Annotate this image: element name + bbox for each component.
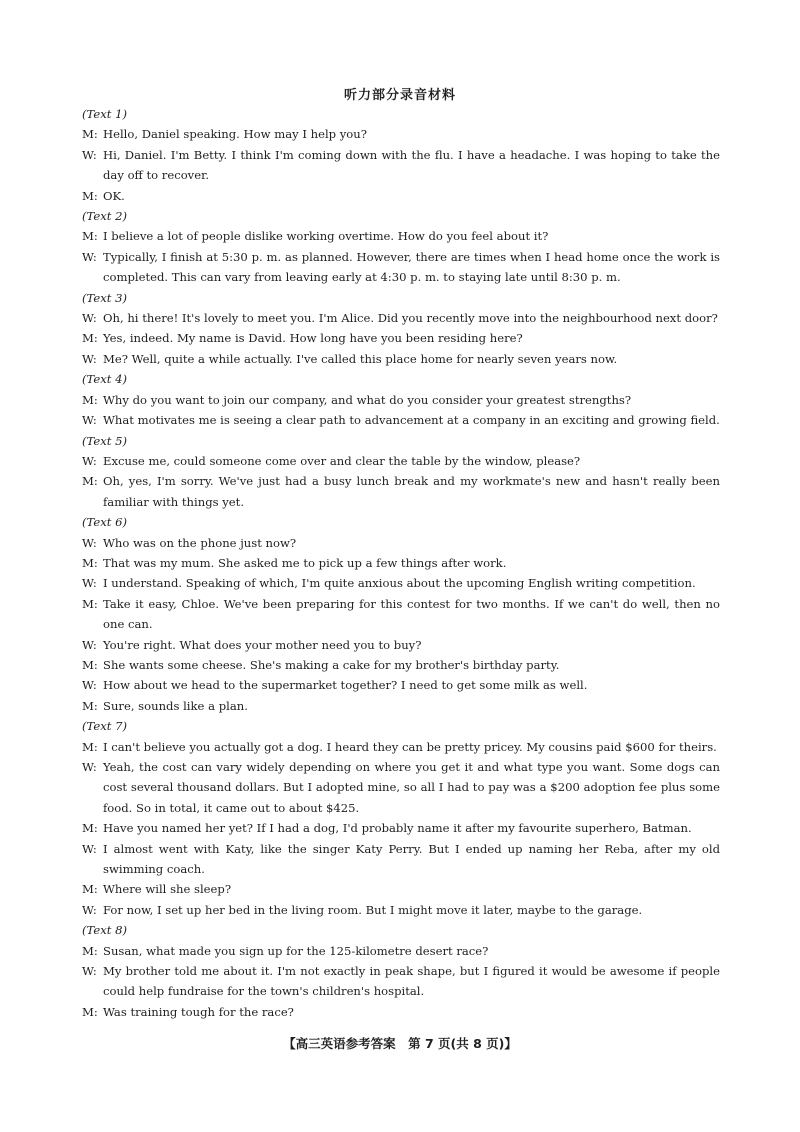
speaker-label: M: xyxy=(82,657,98,672)
dialogue-text: Why do you want to join our company, and what do you consider your greatest strengths? xyxy=(103,392,632,407)
speaker-label: M: xyxy=(82,555,98,570)
speaker-label: M: xyxy=(82,698,98,713)
dialogue-line xyxy=(82,186,720,206)
speaker-label: W: xyxy=(82,147,97,162)
dialogue-line xyxy=(82,553,720,573)
dialogue-line xyxy=(82,879,720,899)
section-label: (Text 6) xyxy=(82,515,127,530)
dialogue-line xyxy=(82,696,720,716)
dialogue-line xyxy=(82,226,720,246)
dialogue-line xyxy=(82,533,720,553)
speaker-label: M: xyxy=(82,882,98,897)
section-label: (Text 4) xyxy=(82,372,127,387)
dialogue-text: Hello, Daniel speaking. How may I help you? xyxy=(103,127,367,142)
dialogue-text: Hi, Daniel. I'm Betty. I think I'm coming down with the flu. I have a headache. I was hoping to take the day off to recover. xyxy=(103,147,720,183)
dialogue-text: My brother told me about it. I'm not exactly in peak shape, but I figured it would be awesome if people could help fundraise for the town's children's hospital. xyxy=(103,964,720,999)
dialogue-text: I understand. Speaking of which, I'm quite anxious about the upcoming English writing competition. xyxy=(103,576,696,591)
dialogue-text: Take it easy, Chloe. We've been preparing for this contest for two months. If we can't do well, then no one can. xyxy=(103,596,720,632)
dialogue-line xyxy=(82,390,720,410)
speaker-label: W: xyxy=(82,311,97,326)
dialogue-line xyxy=(82,594,720,635)
dialogue-line xyxy=(82,818,720,838)
section-label: (Text 2) xyxy=(82,209,127,224)
dialogue-text: Was training tough for the race? xyxy=(103,1004,294,1019)
dialogue-text: Typically, I finish at 5:30 p. m. as planned. However, there are times when I head home once the work is completed. This can vary from leaving early at 4:30 p. m. to staying late until 8:30 p. m. xyxy=(103,249,720,285)
dialogue-text: For now, I set up her bed in the living room. But I might move it later, maybe to the garage. xyxy=(103,902,643,917)
dialogue-text: Me? Well, quite a while actually. I've called this place home for nearly seven years now. xyxy=(103,351,618,366)
page-footer: 【高三英语参考答案 第 7 页(共 8 页)】 xyxy=(283,1036,517,1051)
speaker-label: M: xyxy=(82,596,98,611)
section-label: (Text 5) xyxy=(82,433,127,448)
speaker-label: M: xyxy=(82,127,98,142)
speaker-label: W: xyxy=(82,964,97,979)
dialogue-text: Excuse me, could someone come over and clear the table by the window, please? xyxy=(103,453,581,468)
dialogue-text: I believe a lot of people dislike working overtime. How do you feel about it? xyxy=(103,229,549,244)
speaker-label: W: xyxy=(82,637,97,652)
dialogue-text: She wants some cheese. She's making a cake for my brother's birthday party. xyxy=(103,657,560,672)
dialogue-line xyxy=(82,737,720,757)
dialogue-line xyxy=(82,900,720,920)
dialogue-line xyxy=(82,961,720,1002)
speaker-label: W: xyxy=(82,249,97,264)
dialogue-text: Yes, indeed. My name is David. How long have you been residing here? xyxy=(103,331,523,346)
dialogue-line xyxy=(82,328,720,348)
dialogue-text: Where will she sleep? xyxy=(103,882,232,897)
speaker-label: W: xyxy=(82,760,97,774)
dialogue-text: OK. xyxy=(103,188,125,203)
speaker-label: M: xyxy=(82,739,98,754)
dialogue-text: Have you named her yet? If I had a dog, I'd probably name it after my favourite superhero, Batman. xyxy=(103,821,692,836)
dialogue-text: That was my mum. She asked me to pick up a few things after work. xyxy=(103,555,507,570)
speaker-label: W: xyxy=(82,453,97,468)
speaker-label: M: xyxy=(82,1004,98,1019)
dialogue-line xyxy=(82,757,720,818)
dialogue-line xyxy=(82,675,720,695)
speaker-label: W: xyxy=(82,902,97,917)
dialogue-line xyxy=(82,410,720,430)
dialogue-text: Who was on the phone just now? xyxy=(103,535,297,550)
dialogue-text: Oh, hi there! It's lovely to meet you. I'm Alice. Did you recently move into the neighbourhood next door? xyxy=(103,311,718,326)
speaker-label: M: xyxy=(82,188,98,203)
speaker-label: W: xyxy=(82,576,97,591)
section-label: (Text 3) xyxy=(82,290,127,305)
speaker-label: W: xyxy=(82,678,97,693)
dialogue-line xyxy=(82,451,720,471)
dialogue-line xyxy=(82,839,720,880)
speaker-label: M: xyxy=(82,474,98,489)
dialogue-text: Sure, sounds like a plan. xyxy=(103,698,248,713)
speaker-label: M: xyxy=(82,821,98,836)
dialogue-line xyxy=(82,124,720,144)
dialogue-line xyxy=(82,635,720,655)
dialogue-line xyxy=(82,573,720,593)
dialogue-text: Susan, what made you sign up for the 125-kilometre desert race? xyxy=(103,943,489,958)
speaker-label: M: xyxy=(82,392,98,407)
section-label: (Text 7) xyxy=(82,719,127,734)
speaker-label: M: xyxy=(82,331,98,346)
dialogue-text: You're right. What does your mother need you to buy? xyxy=(103,637,422,652)
dialogue-line xyxy=(82,145,720,186)
dialogue-line xyxy=(82,349,720,369)
page-title: 听力部分录音材料 xyxy=(343,88,456,103)
speaker-label: W: xyxy=(82,413,97,428)
section-label: (Text 8) xyxy=(82,923,127,938)
dialogue-line xyxy=(82,308,720,328)
dialogue-text: What motivates me is seeing a clear path to advancement at a company in an exciting and growing field. xyxy=(103,413,720,428)
dialogue-line xyxy=(82,247,720,288)
dialogue-text: How about we head to the supermarket together? I need to get some milk as well. xyxy=(103,678,588,693)
speaker-label: M: xyxy=(82,229,98,244)
speaker-label: W: xyxy=(82,841,97,856)
dialogue-line xyxy=(82,1002,720,1022)
speaker-label: W: xyxy=(82,535,97,550)
dialogue-text: I almost went with Katy, like the singer Katy Perry. But I ended up naming her Reba, after my old swimming coach. xyxy=(103,841,720,877)
speaker-label: W: xyxy=(82,351,97,366)
dialogue-text: I can't believe you actually got a dog. I heard they can be pretty pricey. My cousins paid $600 for theirs. xyxy=(103,739,717,754)
dialogue-line xyxy=(82,471,720,512)
dialogue-line xyxy=(82,941,720,961)
transcript-body xyxy=(82,104,720,1022)
dialogue-text: Oh, yes, I'm sorry. We've just had a busy lunch break and my workmate's new and hasn't really been familiar with things yet. xyxy=(103,474,720,509)
dialogue-text: Yeah, the cost can vary widely depending on where you get it and what type you want. Some dogs can cost several thousand dollars. But I adopted mine, so all I had to pay was a $200 adoption fee plus some food. So in total, it came out to about $425. xyxy=(103,760,720,815)
section-label: (Text 1) xyxy=(82,107,127,121)
speaker-label: M: xyxy=(82,943,98,958)
dialogue-line xyxy=(82,655,720,675)
